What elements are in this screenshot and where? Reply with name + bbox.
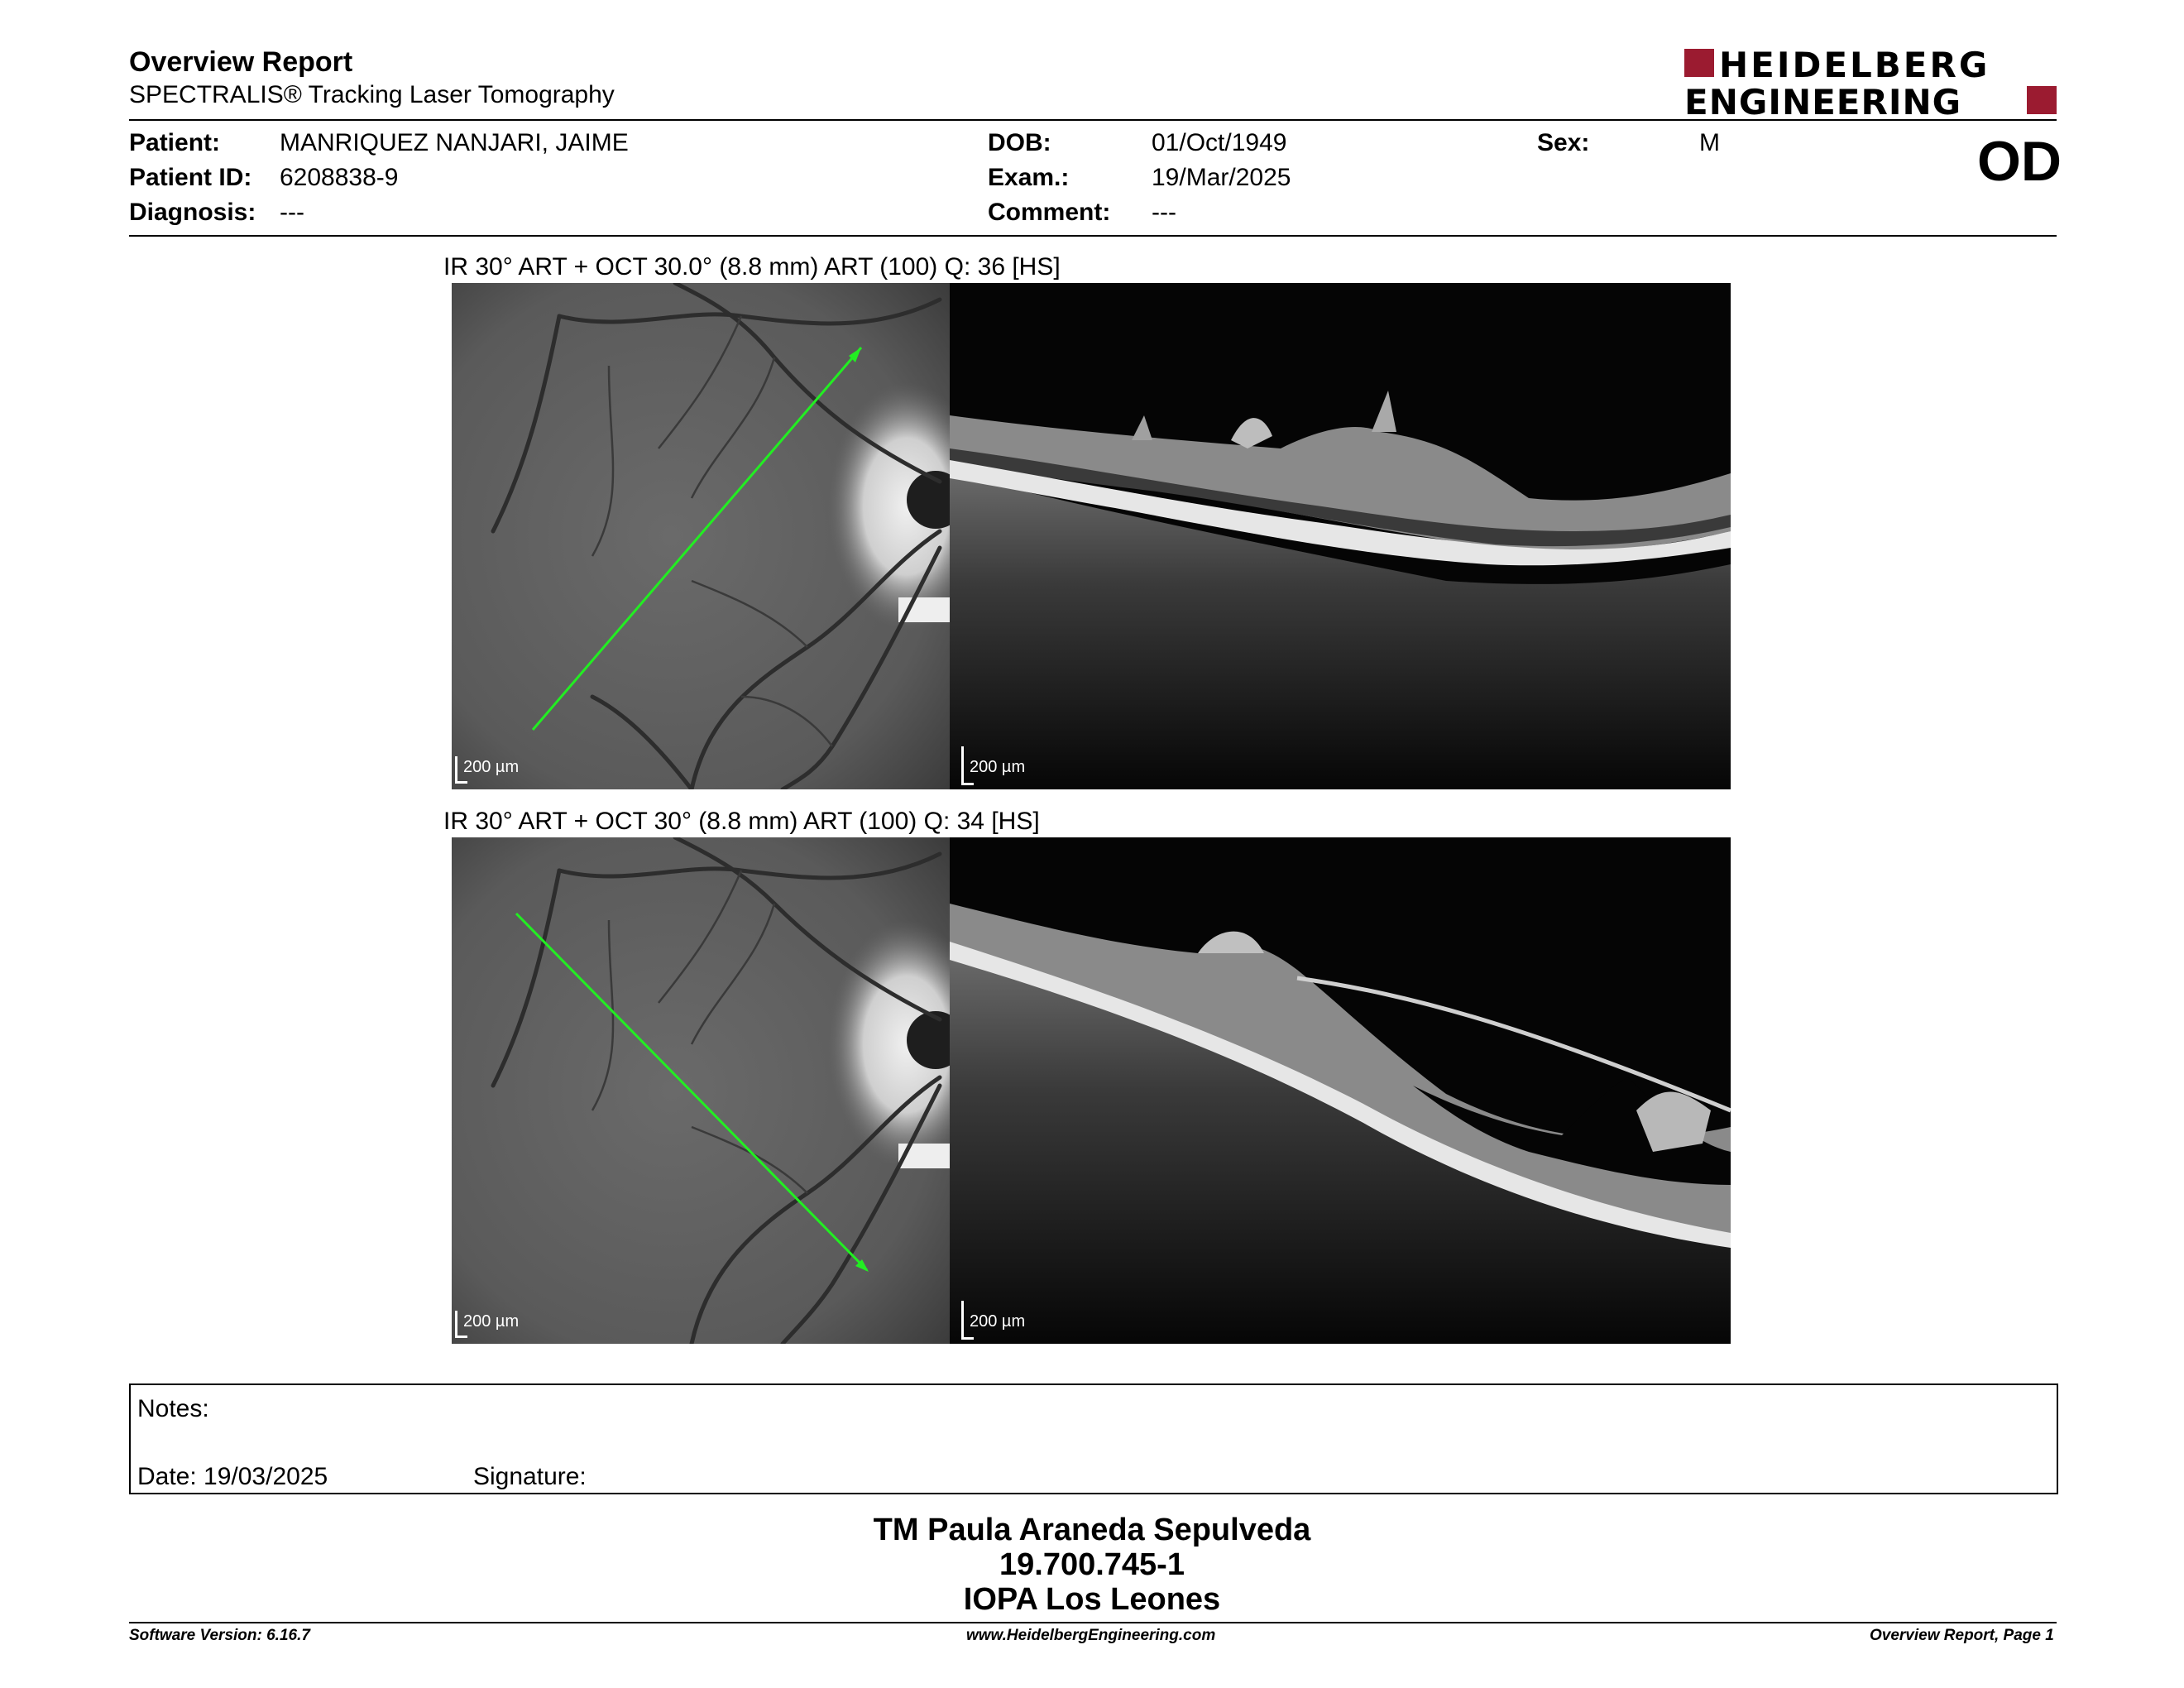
heidelberg-logo xyxy=(1684,46,2057,117)
diagnosis-label: Diagnosis: xyxy=(129,199,256,226)
patient-id: 6208838-9 xyxy=(280,164,399,191)
info-divider xyxy=(129,235,2057,237)
page-number: Overview Report, Page 1 xyxy=(1870,1627,2054,1644)
footer-divider xyxy=(129,1622,2057,1623)
signer-id: 19.700.745-1 xyxy=(999,1547,1185,1582)
report-title: Overview Report xyxy=(129,46,353,78)
logo-red-square-bottom xyxy=(2027,86,2057,114)
patient-id-label: Patient ID: xyxy=(129,164,252,191)
scan-2-title: IR 30° ART + OCT 30° (8.8 mm) ART (100) Q: 34 [HS] xyxy=(443,808,1040,835)
sex-value: M xyxy=(1699,129,1720,156)
scan-2-oct-bscan-image xyxy=(950,837,1731,1344)
website-link[interactable]: www.HeidelbergEngineering.com xyxy=(966,1627,1216,1644)
software-version: Software Version: 6.16.7 xyxy=(129,1627,310,1644)
scan-1-oct-scale-label: 200 µm xyxy=(970,758,1026,776)
dob-value: 01/Oct/1949 xyxy=(1152,129,1287,156)
sex-label: Sex: xyxy=(1537,129,1590,156)
scan-1-title: IR 30° ART + OCT 30.0° (8.8 mm) ART (100) Q: 36 [HS] xyxy=(443,253,1061,281)
scan-2-oct-scale-label: 200 µm xyxy=(970,1312,1026,1331)
exam-label: Exam.: xyxy=(988,164,1070,191)
scan-1-panel xyxy=(443,283,1731,789)
patient-name: MANRIQUEZ NANJARI, JAIME xyxy=(280,129,629,156)
header-divider xyxy=(129,119,2057,121)
dob-label: DOB: xyxy=(988,129,1051,156)
scan-1-oct-bscan-image xyxy=(950,283,1731,789)
comment-label: Comment: xyxy=(988,199,1111,226)
comment-value: --- xyxy=(1152,199,1176,226)
report-subtitle: SPECTRALIS® Tracking Laser Tomography xyxy=(129,81,615,108)
signature-label: Signature: xyxy=(473,1463,587,1490)
notes-date: Date: 19/03/2025 xyxy=(137,1463,328,1490)
diagnosis-value: --- xyxy=(280,199,304,226)
logo-line2: ENGINEERING xyxy=(1684,82,1962,117)
notes-label: Notes: xyxy=(137,1395,209,1422)
logo-line1: HEIDELBERG xyxy=(1719,46,1990,85)
logo-red-square-top xyxy=(1684,49,1714,77)
patient-label: Patient: xyxy=(129,129,221,156)
scan-2-ir-scale-label: 200 µm xyxy=(463,1312,520,1331)
eye-indicator: OD xyxy=(1977,130,2062,193)
signer-institution: IOPA Los Leones xyxy=(963,1582,1221,1617)
signer-name: TM Paula Araneda Sepulveda xyxy=(873,1513,1311,1547)
scan-2-panel xyxy=(443,837,1731,1344)
notes-box xyxy=(129,1383,2058,1494)
scan-1-ir-fundus-image xyxy=(443,283,950,789)
scan-2-ir-fundus-image xyxy=(443,837,950,1344)
exam-value: 19/Mar/2025 xyxy=(1152,164,1291,191)
scan-1-ir-scale-label: 200 µm xyxy=(463,758,520,776)
